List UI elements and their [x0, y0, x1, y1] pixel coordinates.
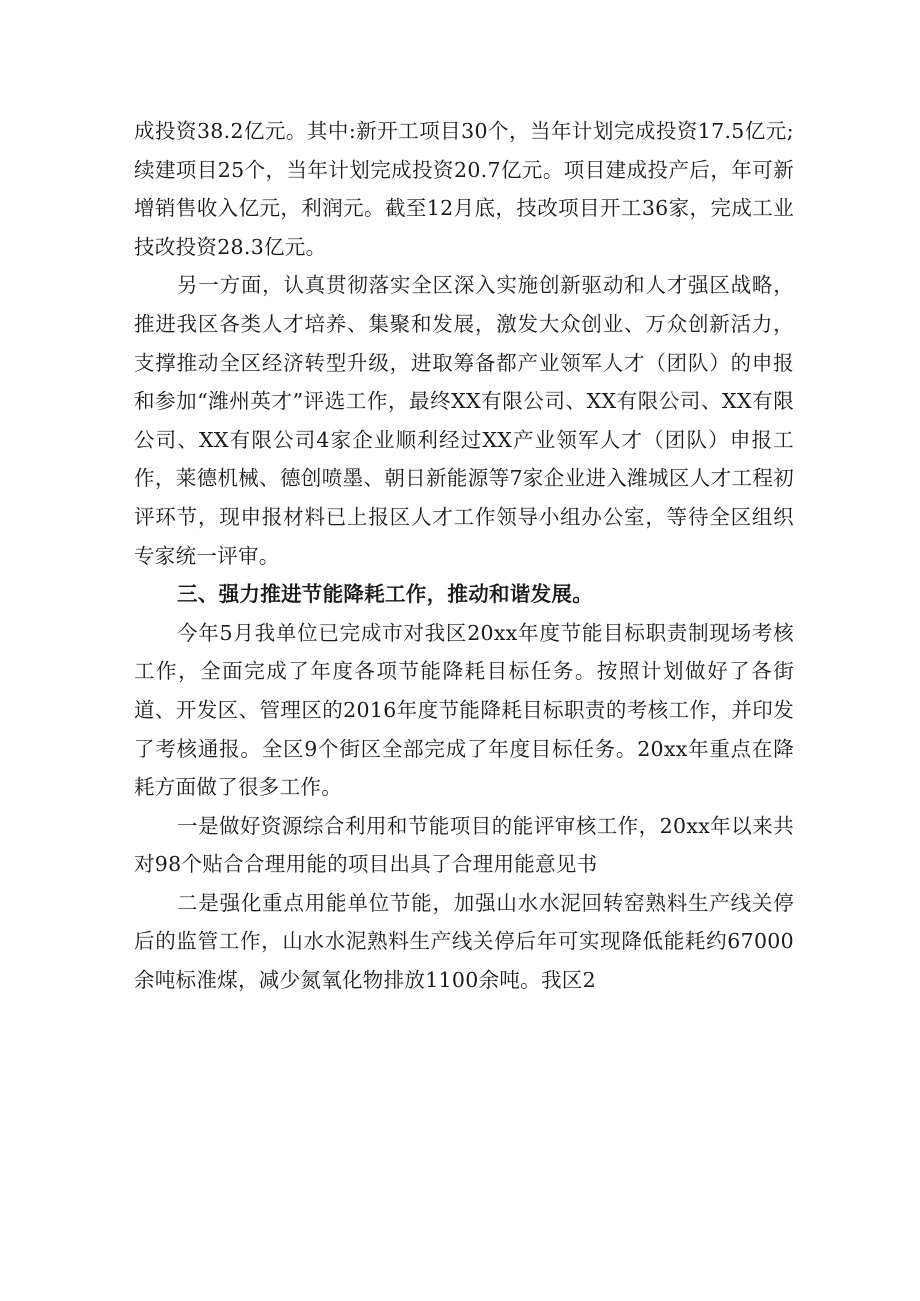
document-page	[134, 112, 794, 1000]
paragraph-energy-assessment: 今年5月我单位已完成市对我区20xx年度节能目标职责制现场考核工作，全面完成了年度各项节能降耗目标任务。按照计划做好了各街道、开发区、管理区的2016年度节能降耗目标职责的考核工作，并印发了考核通报。全区9个街区全部完成了年度目标任务。20xx年重点在降耗方面做了很多工作。	[134, 620, 794, 800]
paragraph-talent-strategy: 另一方面，认真贯彻落实全区深入实施创新驱动和人才强区战略，推进我区各类人才培养、集聚和发展，激发大众创业、万众创新活力，支撑推动全区经济转型升级，进取筹备都产业领军人才（团队）的申报和参加“潍州英才”评选工作，最终XX有限公司、XX有限公司、XX有限公司、XX有限公司4家企业顺利经过XX产业领军人才（团队）申报工作，莱德机械、德创喷墨、朝日新能源等7家企业进入潍城区人才工程初评环节，现申报材料已上报区人才工作领导小组办公室，等待全区组织专家统一评审。	[134, 273, 794, 568]
paragraph-resource-utilization: 一是做好资源综合利用和节能项目的能评审核工作，20xx年以来共对98个贴合合理用能的项目出具了合理用能意见书	[134, 813, 794, 877]
paragraph-key-energy-units: 二是强化重点用能单位节能，加强山水水泥回转窑熟料生产线关停后的监管工作，山水水泥熟料生产线关停后年可实现降低能耗约67000余吨标准煤，减少氮氧化物排放1100余吨。我区2	[134, 890, 794, 993]
section-heading-energy-saving: 三、强力推进节能降耗工作，推动和谐发展。	[177, 582, 593, 607]
paragraph-investment-summary: 成投资38.2亿元。其中:新开工项目30个，当年计划完成投资17.5亿元;续建项目25个，当年计划完成投资20.7亿元。项目建成投产后，年可新增销售收入亿元，利润元。截至12月底，技改项目开工36家，完成工业技改投资28.3亿元。	[134, 119, 794, 259]
